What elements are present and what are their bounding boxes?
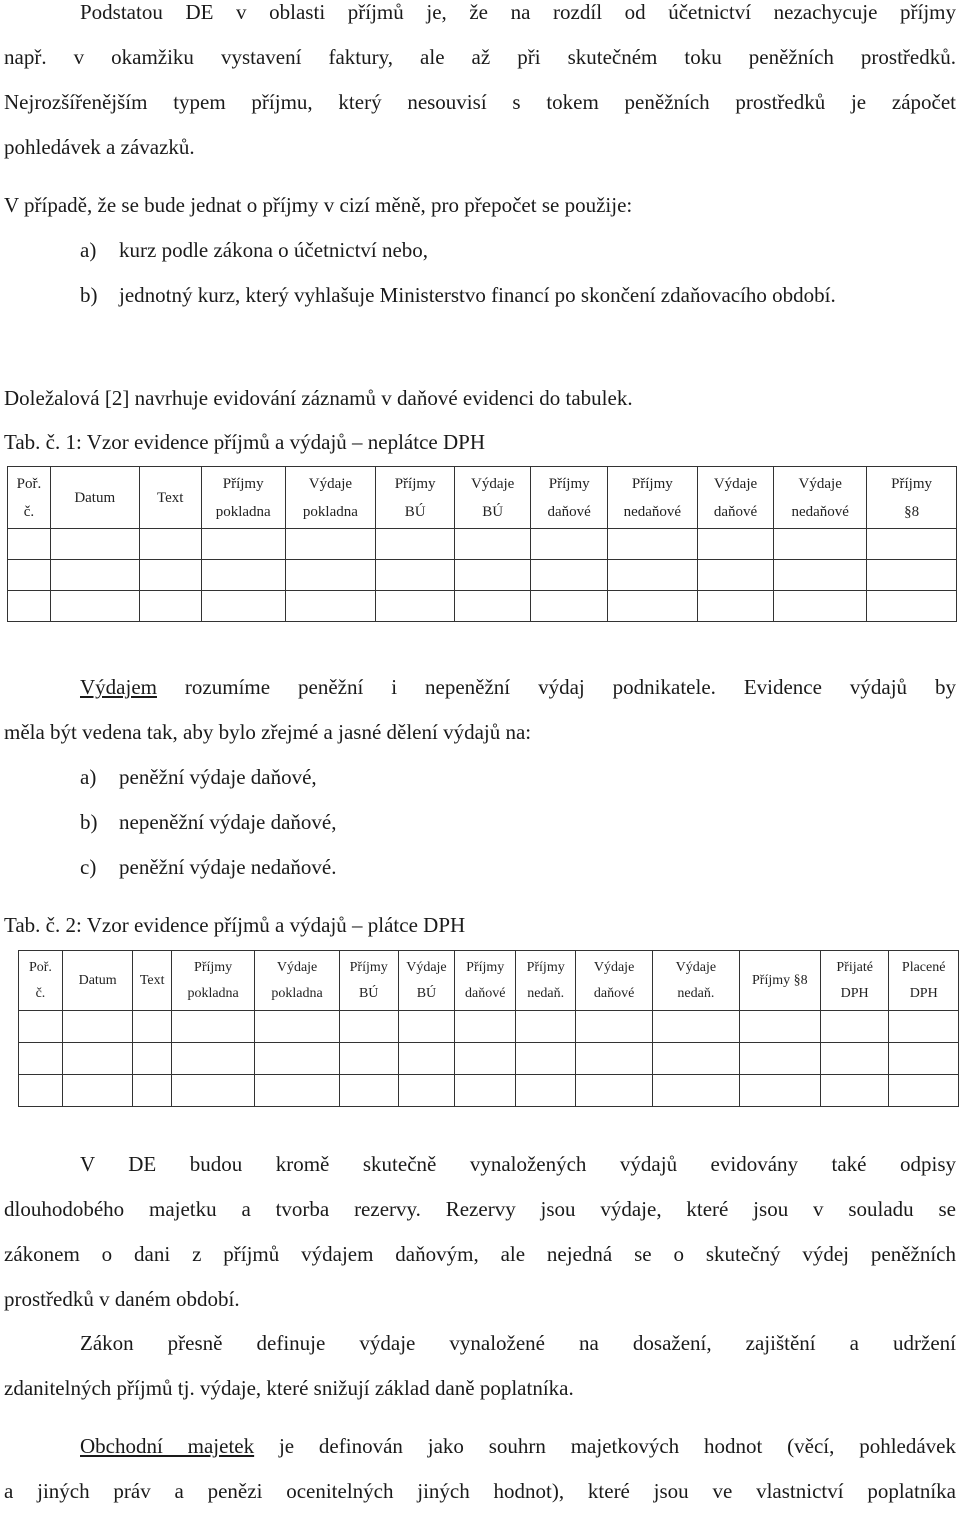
paragraph-income-basis (4, 0, 956, 170)
header-cell: Text (133, 951, 171, 1011)
list-item: c) peněžní výdaje nedaňové. (80, 855, 337, 879)
header-cell: Příjmy daňové (455, 951, 516, 1011)
text-line: Obchodní majetek je definován jako souhrn majetkových hodnot (věcí, pohledávek (80, 1434, 956, 1458)
text-line: Nejrozšířenějším typem příjmu, který nesouvisí s tokem peněžních prostředků je zápočet (4, 90, 956, 114)
text-line: prostředků v daném období. (4, 1287, 240, 1311)
paragraph-foreign-currency (4, 183, 956, 318)
header-cell: Příjmy BÚ (339, 951, 398, 1011)
table-caption: Tab. č. 2: Vzor evidence příjmů a výdajů – plátce DPH (4, 913, 466, 937)
term-business-assets: Obchodní majetek (80, 1434, 255, 1458)
header-cell: Výdaje daňové (697, 467, 774, 529)
text-line: měla být vedena tak, aby bylo zřejmé a jasné dělení výdajů na: (4, 720, 532, 744)
header-cell: Výdaje daňové (576, 951, 653, 1011)
header-cell: Příjmy §8 (739, 951, 820, 1011)
table-caption: Tab. č. 1: Vzor evidence příjmů a výdajů – neplátce DPH (4, 430, 485, 454)
table-row (19, 1011, 959, 1043)
paragraph-law-definition (4, 1321, 956, 1411)
header-cell: Datum (50, 467, 139, 529)
header-cell: Placené DPH (889, 951, 959, 1011)
text-line: dlouhodobého majetku a tvorba rezervy. Rezervy jsou výdaje, které jsou v souladu se (4, 1197, 956, 1221)
table-header-row (8, 467, 957, 529)
header-cell: Příjmy nedaňové (607, 467, 697, 529)
header-cell: Poř. č. (8, 467, 51, 529)
list-item (4, 273, 956, 318)
header-cell: Příjmy §8 (867, 467, 957, 529)
header-cell: Příjmy BÚ (376, 467, 455, 529)
header-cell: Poř. č. (19, 951, 63, 1011)
list-item-text: kurz podle zákona o účetnictví nebo, (119, 238, 429, 262)
list-item: b) nepeněžní výdaje daňové, (80, 810, 337, 834)
list-marker: a) (80, 238, 97, 262)
text-line: a jiných práv a penězi ocenitelných jiných hodnot), které jsou ve vlastnictví poplatníka (4, 1479, 956, 1503)
header-cell: Příjmy nedaň. (516, 951, 576, 1011)
list-item (4, 228, 956, 273)
header-cell: Příjmy daňové (531, 467, 608, 529)
header-cell: Příjmy pokladna (201, 467, 285, 529)
table-row (19, 1043, 959, 1075)
header-cell: Výdaje pokladna (255, 951, 339, 1011)
header-cell: Text (139, 467, 201, 529)
header-cell: Výdaje nedaň. (653, 951, 740, 1011)
header-cell: Výdaje BÚ (398, 951, 455, 1011)
text-line: Zákon přesně definuje výdaje vynaložené na dosažení, zajištění a udržení (80, 1331, 956, 1355)
text-line: pohledávek a závazků. (4, 135, 195, 159)
text-line: zákonem o dani z příjmů výdajem daňovým, ale nejedná se o skutečný výdej peněžních (4, 1242, 956, 1266)
text-line: V DE budou kromě skutečně vynaložených výdajů evidovány také odpisy (80, 1152, 956, 1176)
header-cell: Výdaje pokladna (285, 467, 376, 529)
header-cell: Výdaje BÚ (454, 467, 531, 529)
paragraph-business-assets (4, 1424, 956, 1514)
header-cell: Výdaje nedaňové (774, 467, 867, 529)
table-row (19, 1075, 959, 1107)
list-marker: b) (80, 283, 98, 307)
table-evidence-vat (18, 950, 959, 1107)
text-line: V případě, že se bude jednat o příjmy v cizí měně, pro přepočet se použije: (4, 193, 633, 217)
term-expense: Výdajem (80, 675, 157, 699)
header-cell: Datum (62, 951, 133, 1011)
table-row (8, 591, 957, 622)
table-evidence-non-vat (7, 466, 957, 622)
paragraph-recommendation: Doležalová [2] navrhuje evidování záznamů v daňové evidenci do tabulek. (4, 386, 633, 410)
header-cell: Přijaté DPH (820, 951, 888, 1011)
list-item-text: jednotný kurz, který vyhlašuje Ministerstvo financí po skončení zdaňovacího období. (119, 283, 836, 307)
text-line: Podstatou DE v oblasti příjmů je, že na rozdíl od účetnictví nezachycuje příjmy (80, 0, 956, 24)
table-header-row (19, 951, 959, 1011)
header-cell: Příjmy pokladna (171, 951, 254, 1011)
paragraph-expenses (4, 665, 956, 890)
table-row (8, 529, 957, 560)
table-row (8, 560, 957, 591)
list-item: a) peněžní výdaje daňové, (80, 765, 317, 789)
paragraph-depreciation (4, 1142, 956, 1322)
text-line: Výdajem rozumíme peněžní i nepeněžní výdaj podnikatele. Evidence výdajů by (80, 675, 956, 699)
text-line: zdanitelných příjmů tj. výdaje, které snižují základ daně poplatníka. (4, 1376, 574, 1400)
text-line: např. v okamžiku vystavení faktury, ale až při skutečném toku peněžních prostředků. (4, 45, 956, 69)
